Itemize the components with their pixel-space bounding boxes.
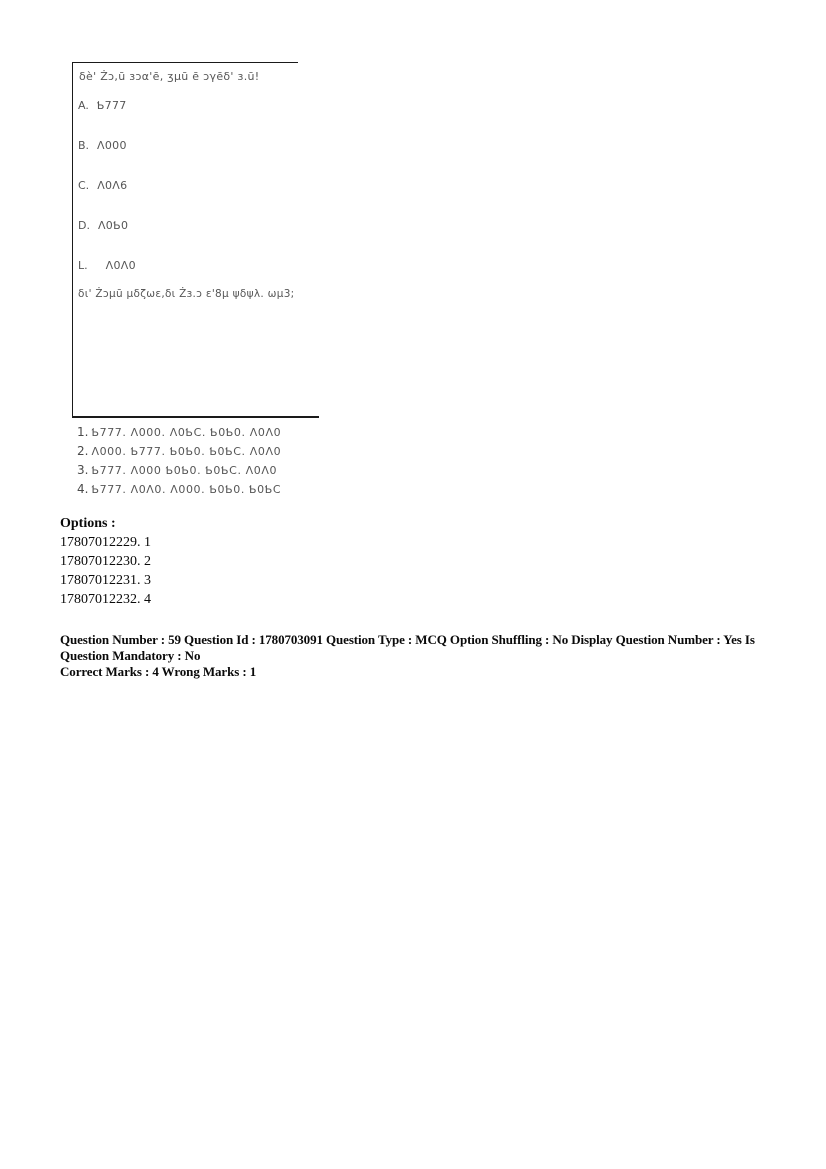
choice-row-c bbox=[78, 174, 127, 193]
answer-number: 4. bbox=[77, 482, 89, 496]
option-id-row bbox=[60, 554, 151, 570]
option-value: 2 bbox=[144, 554, 151, 569]
option-id-row bbox=[60, 535, 151, 551]
question-footer-line: δι' Żɔμū μδζωε,δι Żɜ.ɔ ε'8μ ψδψλ. ωμ3; bbox=[78, 288, 295, 300]
choice-text: Λ0Λ0 bbox=[105, 259, 136, 272]
answer-option-4 bbox=[77, 478, 281, 497]
answer-text: Ƅ777. Λ000. Λ0ƄC. Ƅ0Ƅ0. Λ0Λ0 bbox=[91, 426, 282, 439]
question-box-bottom-border bbox=[72, 416, 319, 418]
answer-text: Λ000. Ƅ777. Ƅ0Ƅ0. Ƅ0ƄC. Λ0Λ0 bbox=[91, 445, 282, 458]
question-metadata-line2: Question Mandatory : No bbox=[60, 648, 201, 663]
answer-number: 1. bbox=[77, 425, 89, 439]
choice-text: Λ000 bbox=[97, 139, 127, 152]
answer-text: Ƅ777. Λ000 Ƅ0Ƅ0. Ƅ0ƄC. Λ0Λ0 bbox=[91, 464, 278, 477]
option-id-row bbox=[60, 573, 151, 589]
choice-text: Λ0Λ6 bbox=[97, 179, 128, 192]
question-prompt: δè' Żɔ,ū ɜɔα'ē, ʒμū ē ɔγēδ' ɜ.ū! bbox=[79, 70, 260, 83]
choice-label: L. bbox=[78, 259, 88, 272]
option-id: 17807012230. bbox=[60, 554, 141, 569]
choice-label: B. bbox=[78, 139, 90, 152]
answer-text: Ƅ777. Λ0Λ0. Λ000. Ƅ0Ƅ0. Ƅ0ƄC bbox=[91, 483, 282, 496]
choice-label: C. bbox=[78, 179, 90, 192]
answer-option-2 bbox=[77, 440, 281, 459]
choice-row-d bbox=[78, 214, 128, 233]
options-heading: Options : bbox=[60, 516, 116, 531]
question-box bbox=[72, 62, 298, 416]
choice-row-e bbox=[78, 254, 136, 273]
option-id: 17807012232. bbox=[60, 592, 141, 607]
question-metadata-line1: Question Number : 59 Question Id : 1780703091 Question Type : MCQ Option Shuffling : No Display Question Number : Yes Is bbox=[60, 632, 755, 647]
choice-label: A. bbox=[78, 99, 89, 112]
answer-number: 3. bbox=[77, 463, 89, 477]
option-id: 17807012229. bbox=[60, 535, 141, 550]
option-value: 1 bbox=[144, 535, 151, 550]
option-id: 17807012231. bbox=[60, 573, 141, 588]
choice-text: Λ0Ƅ0 bbox=[97, 219, 129, 232]
option-value: 4 bbox=[144, 592, 151, 607]
option-value: 3 bbox=[144, 573, 151, 588]
choice-label: D. bbox=[78, 219, 90, 232]
choice-row-a bbox=[78, 94, 127, 113]
option-id-row bbox=[60, 592, 151, 608]
choice-row-b bbox=[78, 134, 127, 153]
answer-number: 2. bbox=[77, 444, 89, 458]
question-metadata-line3: Correct Marks : 4 Wrong Marks : 1 bbox=[60, 664, 257, 679]
answer-option-3 bbox=[77, 459, 277, 478]
answer-option-1 bbox=[77, 421, 281, 440]
choice-text: Ƅ777 bbox=[96, 99, 127, 112]
